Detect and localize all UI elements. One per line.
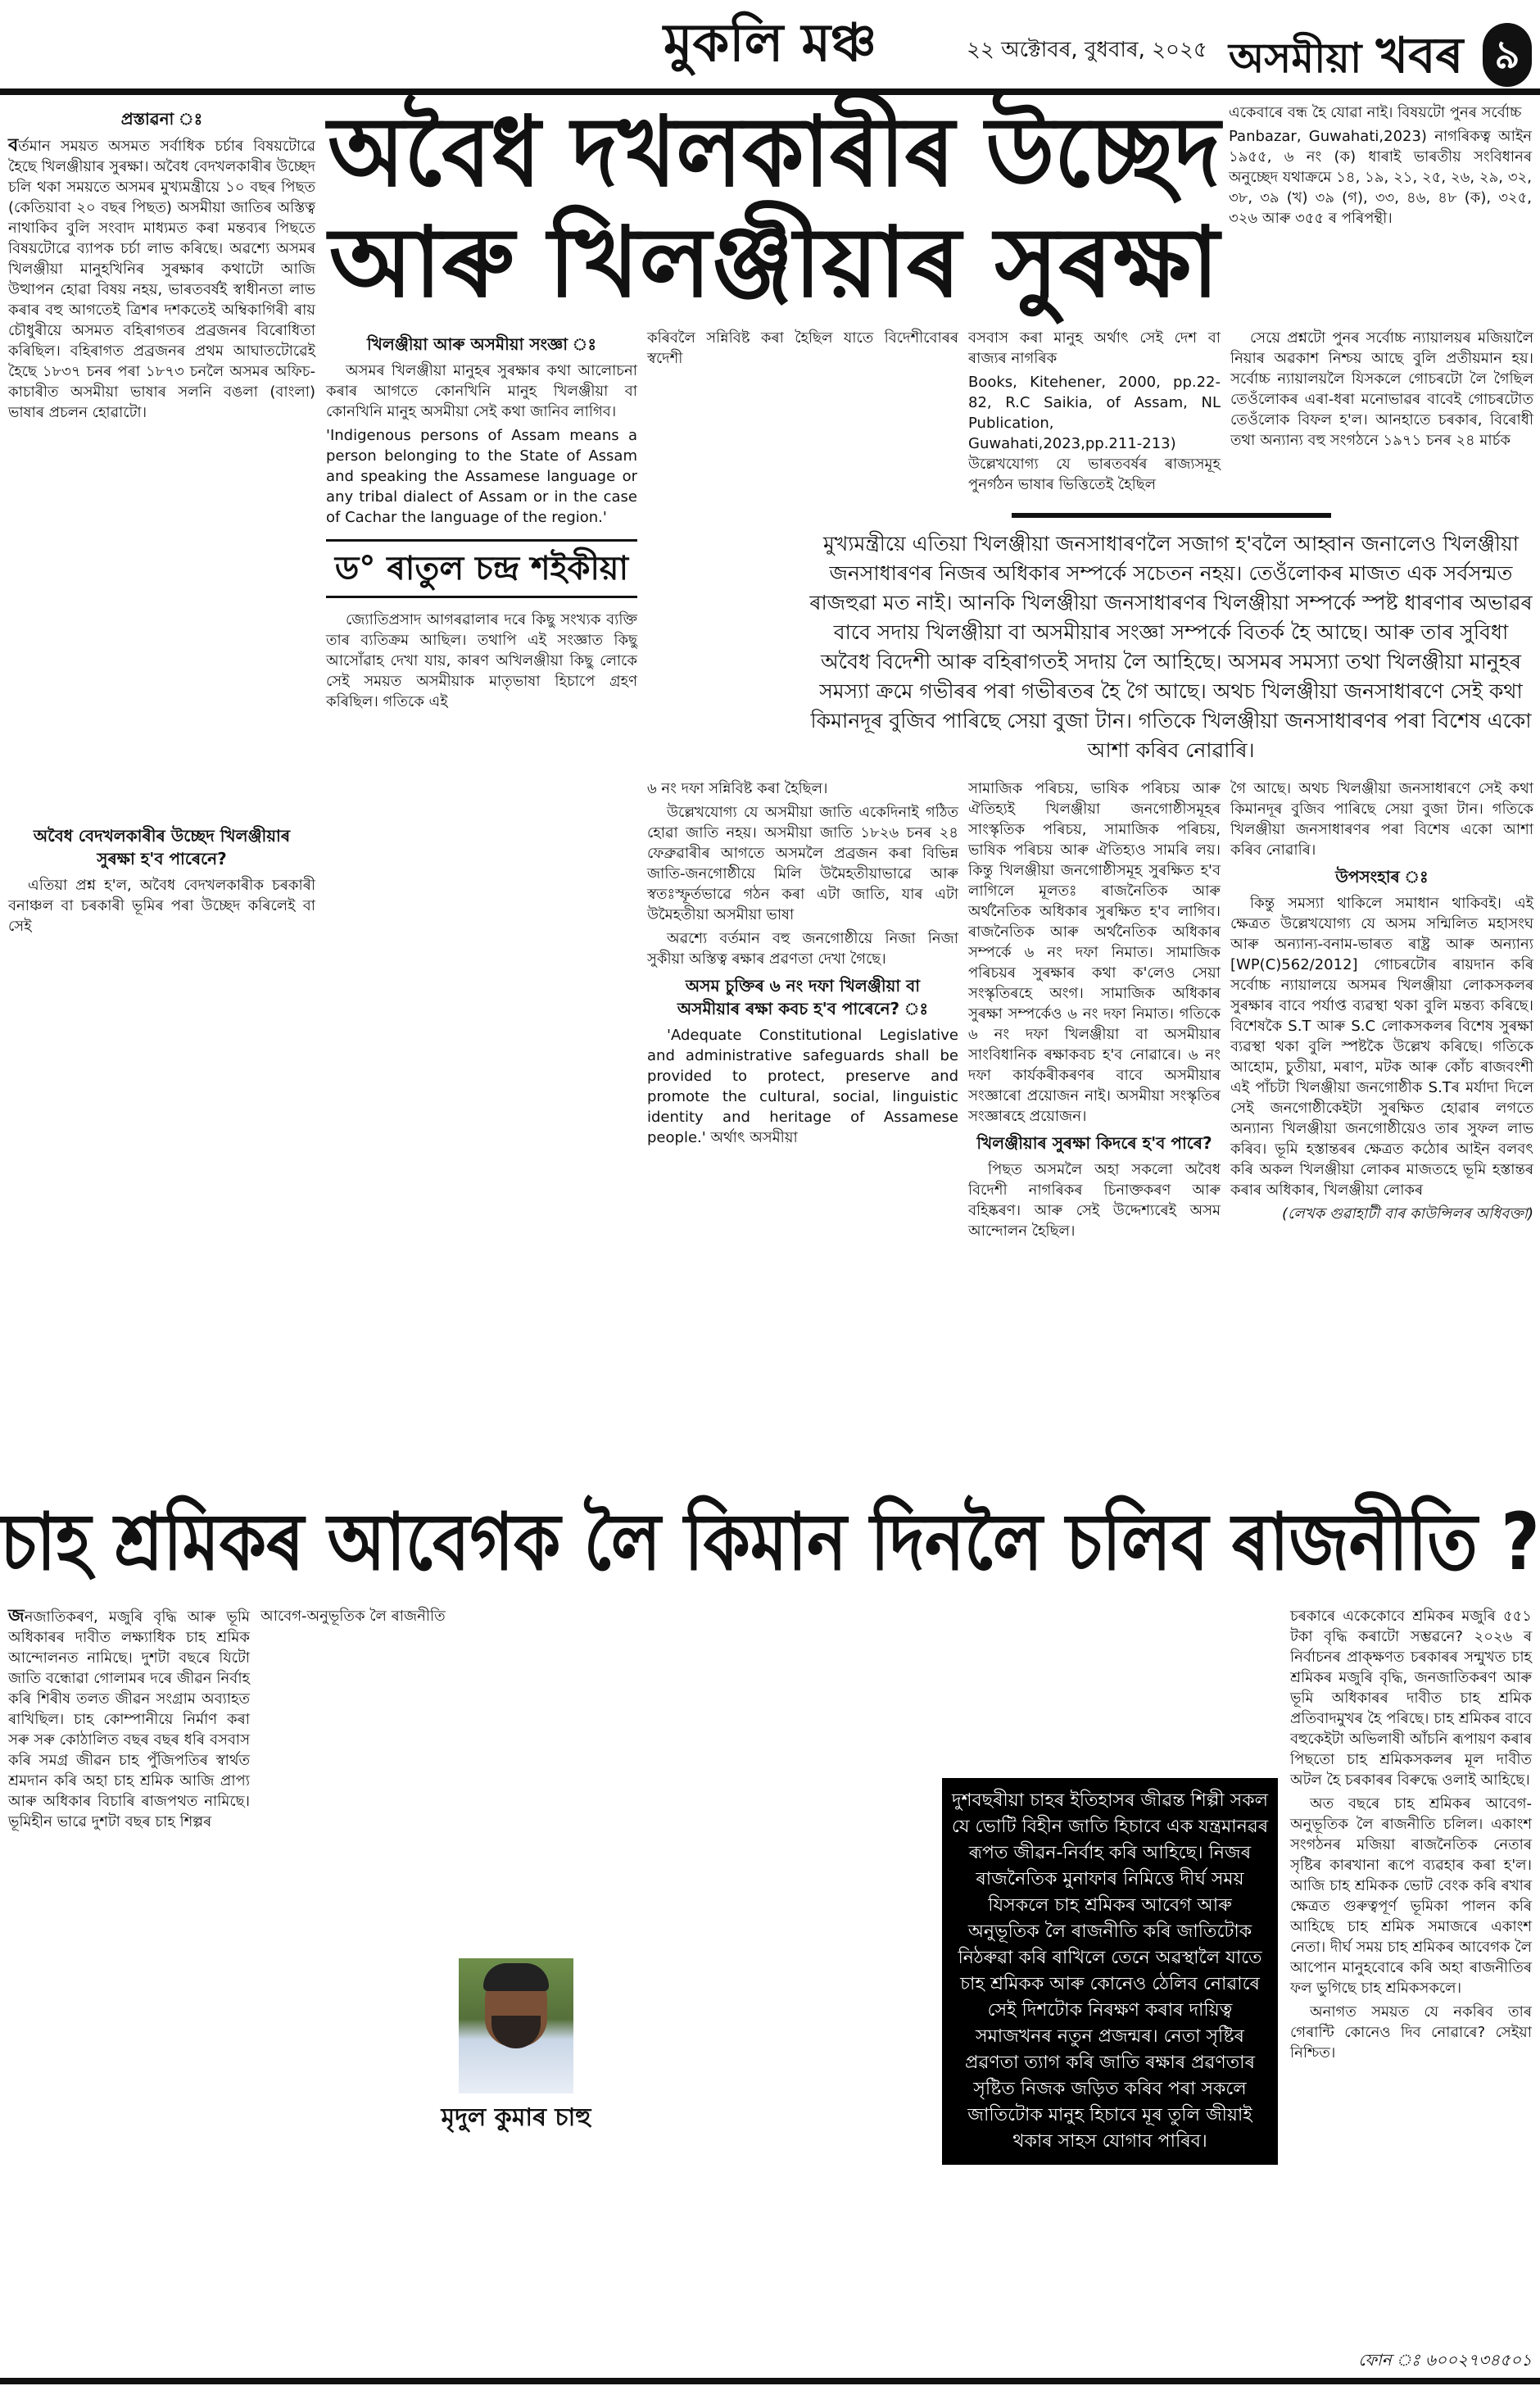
bottom-column-6 — [1290, 1606, 1532, 2066]
spacer — [8, 426, 315, 819]
drop-cap: জ — [8, 1606, 25, 1626]
top-article-headline — [328, 97, 1221, 318]
top-column-3-bottom — [647, 778, 958, 1151]
paragraph: বসবাস কৰা মানুহ অৰ্থাৎ সেই দেশ বা ৰাজ্যৰ নাগৰিক — [968, 329, 1221, 367]
subheading: প্ৰস্তাৱনা ঃ — [120, 109, 203, 129]
top-column-3-top — [647, 328, 958, 372]
top-article-right-columns — [647, 328, 1533, 1245]
top-column-2 — [326, 328, 637, 715]
subheading: খিলঞ্জীয়া আৰু অসমীয়া সংজ্ঞা ঃ — [366, 334, 597, 354]
paragraph: পিছত অসমলৈ অহা সকলো অবৈধ বিদেশী নাগৰিকৰ চিনাক্তকৰণ আৰু বহিষ্কৰণ। আৰু সেই উদ্দেশ্যৰেই অসম আন্দোলন হৈছিল। — [968, 1161, 1221, 1240]
paragraph: আবেগ-অনুভূতিক লৈ ৰাজনীতি — [260, 1608, 446, 1625]
top-column-5-bottom — [1230, 778, 1533, 1224]
footer-divider — [0, 2378, 1540, 2384]
paragraph: কৰিবলৈ সন্নিবিষ্ট কৰা হৈছিল যাতে বিদেশীবোৰৰ স্বদেশী — [647, 329, 958, 367]
pull-quote-rule — [1012, 513, 1331, 518]
issue-date: ২২ অক্টোবৰ, বুধবাৰ, ২০২৫ — [967, 38, 1207, 62]
paragraph: অসমৰ খিলঞ্জীয়া মানুহৰ সুৰক্ষাৰ কথা আলোচনা কৰাৰ আগতে কোনখিনি মানুহ খিলঞ্জীয়া বা কোনখিনি মানুহ অসমীয়া সেই কথা জানিব লাগিব। — [326, 362, 637, 420]
drop-cap: ব — [8, 135, 19, 156]
header-divider — [0, 88, 1540, 95]
subheading — [8, 824, 315, 870]
subheading-line: সুৰক্ষা হ'ব পাৰেনে? — [97, 849, 227, 869]
newspaper-logo — [1229, 18, 1463, 100]
paragraph: অৱশ্যে বৰ্তমান বহু জনগোষ্ঠীয়ে নিজা নিজা সুকীয়া অস্তিত্ব ৰক্ষাৰ প্ৰৱণতা দেখা গৈছে। — [647, 930, 958, 968]
headline-line-1: অবৈধ দখলকাৰীৰ উচ্ছেদ — [328, 95, 1221, 208]
pull-quote — [808, 506, 1533, 770]
bottom-headline-text: চাহ শ্ৰমিকৰ আবেগক লৈ কিমান দিনলৈ চলিব ৰাজনীতি ? — [0, 1496, 1540, 1588]
paragraph: অনাগত সময়ত যে নকৰিব তাৰ গেৰান্টি কোনেও দিব নোৱাৰে? সেইয়া নিশ্চিত। — [1290, 2003, 1532, 2062]
paragraph: কিন্তু সমস্যা থাকিলে সমাধান থাকিবই। এই ক্ষেত্ৰত উল্লেখযোগ্য যে অসম সন্মিলিত মহাসংঘ আৰু অন্যান্য-বনাম-ভাৰত ৰাষ্ট্ৰ আৰু অন্যান্য [WP(C)562/2012] গোচৰটোৰ ৰায়দান কৰি সৰ্বোচ্চ ন্যায়ালয়ে অসমৰ খিলঞ্জীয়া লোকসকলৰ সুৰক্ষাৰ বাবে পৰ্যাপ্ত ব্যৱস্থা থকা বুলি মন্তব্য কৰিছে। বিশেষকৈ S.T আৰু S.C লোকসকলৰ বিশেষ সুৰক্ষা ব্যৱস্থা থকা বুলি স্পষ্টকৈ উল্লেখ কৰিছে। গতিকে আহোম, চুতীয়া, মৰাণ, মটক আৰু কোঁচ ৰাজবংশী এই পাঁচটা খিলঞ্জীয়া জনগোষ্ঠীক S.Tৰ মৰ্যাদা দিলে সেই জনগোষ্ঠীকেইটা সুৰক্ষিত হোৱাৰ লগতে অন্যান্য খিলঞ্জীয়া জনগোষ্ঠীয়েও তাৰ সুফল লাভ কৰিব। ভূমি হস্তান্তৰৰ ক্ষেত্ৰত কঠোৰ আইন বলবৎ কৰি অকল খিলঞ্জীয়া লোকৰ মাজতহে ভূমি হস্তান্তৰ কৰাৰ অধিকাৰ, খিলঞ্জীয়া লোকৰ — [1230, 895, 1533, 1199]
paragraph: সেয়ে প্ৰশ্নটো পুনৰ সৰ্বোচ্চ ন্যায়ালয়ৰ মজিয়ালৈ নিয়াৰ অৱকাশ নিশ্চয় আছে বুলি প্ৰতীয়মান হয়। সৰ্বোচ্চ ন্যায়ালয়লৈ যিসকলে গোচৰটো লৈ গৈছিল তেওঁলোকৰ এৰা-ধৰা মনোভাৱৰ বাবেই গোচৰটোত তেওঁলোক বিফল হ'ল। আনহাতে চৰকাৰ, বিৰোধী তথা অন্যান্য বহু সংগঠনে ১৯৭১ চনৰ ২৪ মাৰ্চক — [1230, 329, 1533, 449]
logo-text-accent: খবৰ — [1375, 27, 1464, 84]
paragraph: ৰ্তমান সময়ত অসমত সৰ্বাধিক চৰ্চাৰ বিষয়টোৱে হৈছে খিলঞ্জীয়াৰ সুৰক্ষা। অবৈধ বেদখলকাৰীৰ উচ্ছেদ চলি থকা সময়তে অসমৰ মুখ্যমন্ত্ৰীয়ে ১০ বছৰ পিছত (কেতিয়াবা ২০ বছৰ পিছত) অসমীয়া জাতিৰ অস্তিত্ব নাথাকিব বুলি সংবাদ মাধ্যমত কৰা মন্তব্যৰ পিছতে বিষয়টোৱে ব্যাপক চৰ্চা লাভ কৰিছে। অৱশ্যে অসমৰ খিলঞ্জীয়া মানুহখিনিৰ সুৰক্ষাৰ কথাটো আজি উত্থাপন হোৱা বিষয় নহয়, ভাৰতবৰ্ষই স্বাধীনতা লাভ কৰাৰ বহু আগতেই ত্ৰিশৰ দশকতেই অম্বিকাগিৰী ৰায় চৌধুৰীয়ে অসমত বহিৰাগতৰ প্ৰব্ৰজনৰ বিৰোধিতা কৰিছিল। বহিৰাগত প্ৰব্ৰজনৰ প্ৰথম আঘাতটোৱেই হৈছে ১৮৩৭ চনৰ পৰা ১৮৭৩ চনলৈ অসমৰ অফিচ-কাচাৰীত অসমীয়া ভাষাৰ সলনি বঙলা (বাংলা) ভাষাৰ প্ৰচলন হোৱাটো। — [8, 138, 315, 421]
paragraph: Panbazar, Guwahati,2023) নাগৰিকত্ব আইন ১৯৫৫, ৬ নং (ক) ধাৰাই ভাৰতীয় সংবিধানৰ অনুচ্ছেদ যথাক্ৰমে ১৪, ১৯, ২১, ২৫, ২৬, ২৯, ৩২, ৩৮, ৩৯ (খ) ৩৯ (গ), ৩৩, ৪৬, ৪৮ (ক), ৩২৫, ৩২৬ আৰু ৩৫৫ ৰ পৰিপন্থী। — [1229, 128, 1532, 227]
paragraph: চৰকাৰে একেকোবে শ্ৰমিকৰ মজুৰি ৫৫১ টকা বৃদ্ধি কৰাটো সম্ভৱনে? ২০২৬ ৰ নিৰ্বাচনৰ প্ৰাক্‌ক্ষণত চৰকাৰৰ সন্মুখত চাহ শ্ৰমিকৰ মজুৰি বৃদ্ধি, জনজাতিকৰণ আৰু ভূমি অধিকাৰৰ দাবীত চাহ শ্ৰমিক প্ৰতিবাদমুখৰ হৈ পৰিছে। চাহ শ্ৰমিকৰ বাবে বহুকেইটা অভিলাষী আঁচনি ৰূপায়ণ কৰাৰ পিছতো চাহ শ্ৰমিকসকলৰ মূল দাবীত অটল হৈ চৰকাৰৰ বিৰুদ্ধে ওলাই আহিছে। — [1290, 1608, 1532, 1789]
subheading-line: অসম চুক্তিৰ ৬ নং দফা খিলঞ্জীয়া বা — [685, 976, 921, 996]
highlight-quote-box: দুশবছৰীয়া চাহৰ ইতিহাসৰ জীৱন্ত শিল্পী সকল যে ভোটি বিহীন জাতি হিচাবে এক যন্ত্ৰমানৱৰ ৰূপত জীৱন-নিৰ্বাহ কৰি আহিছে। নিজৰ ৰাজনৈতিক মুনাফাৰ নিমিত্তে দীৰ্ঘ সময় যিসকলে চাহ শ্ৰমিকৰ আবেগ আৰু অনুভূতিক লৈ ৰাজনীতি কৰি জাতিটোক নিঠৰুৱা কৰি ৰাখিলে তেনে অৱস্থালৈ যাতে চাহ শ্ৰমিকক আৰু কোনেও ঠেলিব নোৱাৰে সেই দিশটোক নিৰক্ষণ কৰাৰ দায়িত্ব সমাজখনৰ নতুন প্ৰজন্মৰ। নেতা সৃষ্টিৰ প্ৰৱণতা ত্যাগ কৰি জাতি ৰক্ষাৰ প্ৰৱণতাৰ সৃষ্টিত নিজক জড়িত কৰিব পৰা সকলে জাতিটোক মানুহ হিচাবে মূৰ তুলি জীয়াই থকাৰ সাহস যোগাব পাৰিব। — [942, 1778, 1278, 2165]
author-photo — [459, 1958, 573, 2093]
bottom-column-2 — [260, 1606, 502, 1630]
paragraph: উল্লেখযোগ্য যে অসমীয়া জাতি একেদিনাই গঠিত হোৱা জাতি নহয়। অসমীয়া জাতি ১৮২৬ চনৰ ২৪ ফেব্ৰুৱাৰীৰ আগতে অসমলৈ প্ৰব্ৰজন কৰা বিভিন্ন জাতি-জনগোষ্ঠীয়ে মিলি উমৈহতীয়াভাৱে আৰু স্বতঃস্ফূৰ্তভাৱে গঠন কৰা এটা জাতি, যাৰ এটা উমৈহতীয়া অসমীয়া ভাষা — [647, 804, 958, 923]
subheading — [647, 974, 958, 1020]
paragraph: সামাজিক পৰিচয়, ভাষিক পৰিচয় আৰু ঐতিহ্যই খিলঞ্জীয়া জনগোষ্ঠীসমূহৰ সাংস্কৃতিক পৰিচয়, সামাজিক পৰিচয়, ভাষিক পৰিচয় আৰু ঐতিহ্যও সামৰি লয়। কিন্তু খিলঞ্জীয়া জনগোষ্ঠীসমূহ সুৰক্ষিত হ'ব লাগিলে মূলতঃ ৰাজনৈতিক আৰু অৰ্থনৈতিক অধিকাৰ সুৰক্ষিত হ'ব লাগিব। ৰাজনৈতিক আৰু অৰ্থনৈতিক অধিকাৰ সম্পৰ্কে ৬ নং দফা নিমাত। সামাজিক পৰিচয়ৰ সুৰক্ষাৰ কথা ক'লেও সেয়া সংস্কৃতিৰহে অংগ। সামাজিক অধিকাৰ সুৰক্ষা সম্পৰ্কেও ৬ নং দফা নিমাত। গতিকে ৬ নং দফা খিলঞ্জীয়া বা অসমীয়াৰ সাংবিধানিক ৰক্ষাকবচ হ'ব নোৱাৰে। ৬ নং দফা কাৰ্যকৰীকৰণৰ বাবে অসমীয়াৰ সংজ্ঞাৰো প্ৰয়োজন নাই। অসমীয়া সংস্কৃতিৰ সংজ্ঞাৰহে প্ৰয়োজন। — [968, 780, 1221, 1125]
paragraph: এতিয়া প্ৰশ্ন হ'ল, অবৈধ বেদখলকাৰীক চৰকাৰী বনাঞ্চল বা চৰকাৰী ভূমিৰ পৰা উচ্ছেদ কৰিলেই বা সেই — [8, 877, 315, 935]
top-column-4-top — [968, 328, 1221, 498]
english-quote: 'Indigenous persons of Assam means a person belonging to the State of Assam and speaking the Assamese language or any tribal dialect of Assam or in the case of Cachar the language of the region.' — [326, 427, 637, 526]
author-note: (লেখক গুৱাহাটী বাৰ কাউন্সিলৰ অধিবক্তা) — [1281, 1205, 1533, 1222]
page-number: ৯ — [1483, 23, 1532, 87]
paragraph: অত বছৰে চাহ শ্ৰমিকৰ আবেগ-অনুভূতিক লৈ ৰাজনীতি চলিল। একাংশ সংগঠনৰ মজিয়া ৰাজনৈতিক নেতাৰ সৃষ্টিৰ কাৰখানা ৰূপে ব্যৱহাৰ কৰা হ'ল। আজি চাহ শ্ৰমিকক ভোট বেংক কৰি ৰখাৰ ক্ষেত্ৰত গুৰুত্বপূৰ্ণ ভূমিকা পালন কৰি আহিছে চাহ শ্ৰমিক সমাজৰে একাংশ নেতা। দীৰ্ঘ সময় চাহ শ্ৰমিকৰ আবেগক লৈ আপোন মানুহবোৰে কৰি অহা ৰাজনীতিৰ ফল ভুগিছে চাহ শ্ৰমিকসকলে। — [1290, 1795, 1532, 1997]
paragraph: জ্যোতিপ্ৰসাদ আগৰৱালাৰ দৰে কিছু সংখ্যক ব্যক্তি তাৰ ব্যতিক্ৰম আছিল। তথাপি এই সংজ্ঞাত কিছু আসোঁৱাহ দেখা যায়, কাৰণ অখিলঞ্জীয়া কিছু লোকে সেই সময়ত অসমীয়াক মাতৃভাষা হিচাপে গ্ৰহণ কৰিছিল। গতিকে এই — [326, 611, 637, 710]
top-column-1 — [8, 102, 315, 940]
bottom-column-1 — [8, 1606, 250, 1835]
top-column-4-bottom — [968, 778, 1221, 1245]
paragraph: ৬ নং দফা সন্নিবিষ্ট কৰা হৈছিল। — [647, 780, 828, 797]
subheading: খিলঞ্জীয়াৰ সুৰক্ষা কিদৰে হ'ব পাৰে? — [976, 1133, 1212, 1153]
headline-line-2: আৰু খিলঞ্জীয়াৰ সুৰক্ষা — [328, 206, 1220, 319]
pull-quote-text: মুখ্যমন্ত্ৰীয়ে এতিয়া খিলঞ্জীয়া জনসাধাৰণলৈ সজাগ হ'বলৈ আহ্বান জনালেও খিলঞ্জীয়া জনসাধাৰণৰ নিজৰ অধিকাৰ সম্পৰ্কে সচেতন নহয়। তেওঁলোকৰ মাজত এক সৰ্বসন্মত ৰাজহুৱা মত নাই। আনকি খিলঞ্জীয়া জনসাধাৰণৰ খিলঞ্জীয়া সম্পৰ্কে স্পষ্ট ধাৰণাৰ অভাৱৰ বাবে সদায় খিলঞ্জীয়া বা অসমীয়াৰ সংজ্ঞা সম্পৰ্কে বিতৰ্ক হৈ আছে। আৰু তাৰ সুবিধা অবৈধ বিদেশী আৰু বহিৰাগতই সদায় লৈ আহিছে। অসমৰ সমস্যা তথা খিলঞ্জীয়া মানুহৰ সমস্যা ক্ৰমে গভীৰৰ পৰা গভীৰতৰ হৈ গৈ আছে। অথচ খিলঞ্জীয়া জনসাধাৰণে সেই কথা কিমানদূৰ বুজিব পাৰিছে সেয়া বুজা টান। গতিকে খিলঞ্জীয়া জনসাধাৰণৰ পৰা বিশেষ একো আশা কৰিব নোৱাৰি। — [809, 532, 1533, 762]
subheading-line: অবৈধ বেদখলকাৰীৰ উচ্ছেদ খিলঞ্জীয়াৰ — [33, 826, 291, 846]
photo-hair — [483, 1963, 549, 1991]
author-phone: ফোন ঃ ৬০০২৭৩৪৫০১ — [1358, 2350, 1532, 2370]
top-column-5-middle — [1230, 328, 1533, 454]
top-column-5-top — [1229, 102, 1532, 232]
paragraph: 'Adequate Constitutional Legislative and administrative safeguards shall be provided to protect, preserve and promote the cultural, social, linguistic identity and heritage of Assamese people.' অৰ্থাৎ অসমীয়া — [647, 1027, 958, 1146]
author-byline: ড° ৰাতুল চন্দ্ৰ শইকীয়া — [326, 539, 637, 598]
subheading: উপসংহাৰ ঃ — [1335, 867, 1429, 887]
author-name-caption: মৃদুল কুমাৰ চাহু — [441, 2103, 591, 2132]
paragraph: গৈ আছে। অথচ খিলঞ্জীয়া জনসাধাৰণে সেই কথা কিমানদূৰ বুজিব পাৰিছে সেয়া বুজা টান। গতিকে খিলঞ্জীয়া জনসাধাৰণৰ পৰা বিশেষ একো আশা কৰিব নোৱাৰি। — [1230, 780, 1533, 859]
paragraph: একেবাৰে বন্ধ হৈ যোৱা নাই। বিষয়টো পুনৰ সৰ্বোচ্চ — [1229, 104, 1522, 121]
bottom-article-headline — [0, 1493, 1540, 1591]
paragraph: নজাতিকৰণ, মজুৰি বৃদ্ধি আৰু ভূমি অধিকাৰৰ দাবীত লক্ষ্যাধিক চাহ শ্ৰমিক আন্দোলনত নামিছে। দুশটা বছৰে যিটো জাতি বন্ধোৱা গোলামৰ দৰে জীৱন নিৰ্বাহ কৰি শিৰীষ তলত জীৱন সংগ্ৰাম অব্যাহত ৰাখিছিল। চাহ কোম্পানীয়ে নিৰ্মাণ কৰা সৰু সৰু কোঠালিত বছৰ বছৰ ধৰি বসবাস কৰি সমগ্ৰ জীৱন চাহ পুঁজিপতিৰ স্বাৰ্থত শ্ৰমদান কৰি অহা চাহ শ্ৰমিক আজি প্ৰাপ্য আৰু অধিকাৰ বিচাৰি ৰাজপথত নামিছে। ভূমিহীন ভাৱে দুশটা বছৰ চাহ শিল্পৰ — [8, 1608, 250, 1830]
subheading-line: অসমীয়াৰ ৰক্ষা কবচ হ'ব পাৰেনে? ঃ — [677, 999, 929, 1018]
logo-text: অসমীয়া — [1229, 34, 1376, 82]
citation: Books, Kitehener, 2000, pp.22-82, R.C Saikia, of Assam, NL Publication, Guwahati,2023,pp.211-213) উল্লেখযোগ্য যে ভাৰতবৰ্ষৰ ৰাজ্যসমূহ পুনৰ্গঠন ভাষাৰ ভিত্তিতেই হৈছিল — [968, 374, 1221, 493]
section-title: মুকলি মঞ্চ — [663, 13, 877, 74]
